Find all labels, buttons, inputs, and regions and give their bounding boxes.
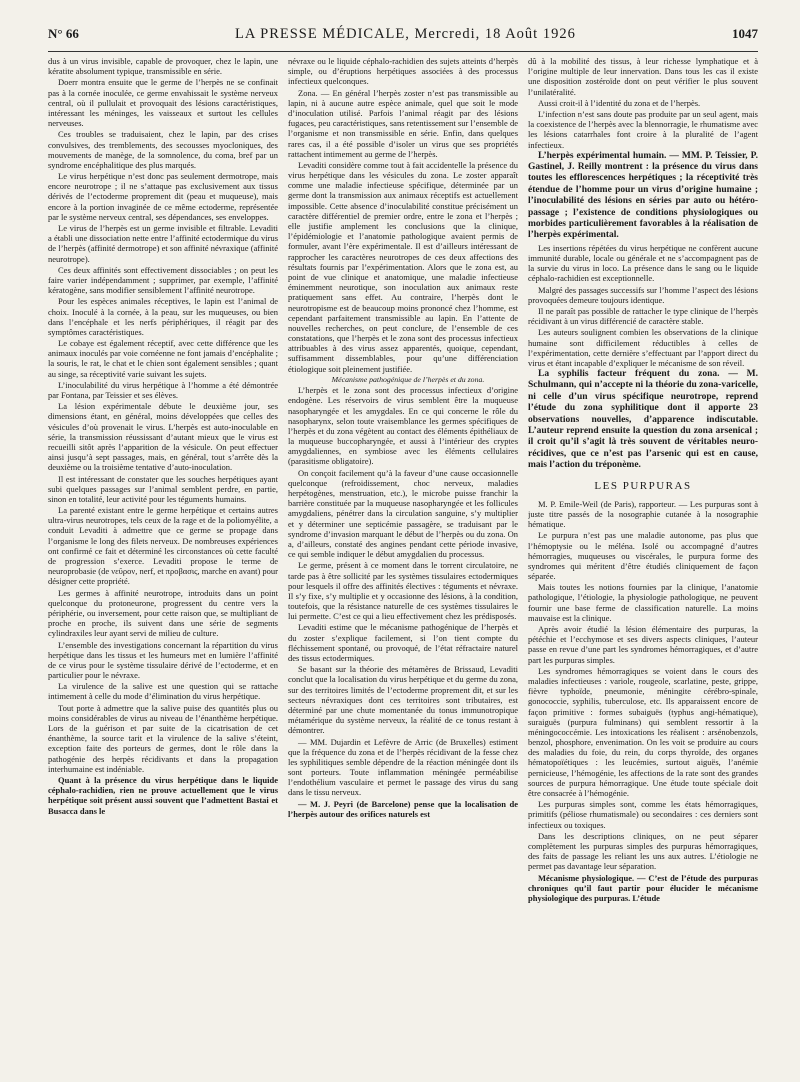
paragraph: dû à la mobilité des tissus, à leur richesse lymphatique et à l’origine multiple de leur innervation. Dans tous les cas il existe une disposition zostéroïde dont on peut vérifier le plus souvent l’unilatéralité. xyxy=(528,56,758,97)
paragraph: L’infection n’est sans doute pas produite par un seul agent, mais la coexistence de l’herpès avec la blennorragie, le rhumatisme avec les lésions catarrhales font croire à la pluralité de l’agent infectieux. xyxy=(528,108,758,150)
paragraph: Le cobaye est également réceptif, avec cette différence que les animaux inoculés par voie cornéenne ne font jamais d’encéphalite ; la souris, le rat, le chat et le chien sont également sensibles ; quant au singe, sa réceptivité varie suivant les sujets. xyxy=(48,338,278,379)
paragraph: Dans les descriptions cliniques, on ne peut séparer complètement les purpuras simples des purpuras hémorragiques, des faits de passage les reliant les uns aux autres. L’étiologie ne permet pas davantage leur séparation. xyxy=(528,830,758,872)
paragraph: Les purpuras simples sont, comme les états hémorragiques, primitifs (péliose rhumatismale) ou secondaires : ces derniers sont infectieux ou toxiques. xyxy=(528,799,758,830)
paragraph: Les syndromes hémorragiques se voient dans le cours des maladies infectieuses : variole, rougeole, scarlatine, peste, grippe, fièvre typhoïde, pneumonie, méningite cérébro-spinale, gonococcie, syphilis, tuberculose, etc. Ils apparaissent encore de façon primitive : formes subaiguës (typhus angi-hématique), suraiguës (purpura fulminans) qui semblent ressortir à la méningococcémie. Les intoxications les réalisent : arsénobenzols, benzol, phosphore, envenimation. On les voit se produire au cours des maladies du foie, du rein, du corps thyroïde, des organes hématopoïétiques : les leucémies, surtout aiguës, l’anémie pernicieuse, l’hémogénie, les affections de la rate sont des grandes sources de purpura hémorragique. Une étude toute spéciale doit être consacrée à l’hémogénie. xyxy=(528,665,758,799)
paragraph: Après avoir étudié la lésion élémentaire des purpuras, la pétéchie et l’ecchymose et ses divers aspects cliniques, l’auteur passe en revue d’une part les syndromes hémorragiques, et d’autre part les purpuras simples. xyxy=(528,624,758,665)
paragraph: Il est intéressant de constater que les souches herpétiques ayant subi quelques passages sur l’animal semblent perdre, en partie, sinon en totalité, leur activité pour les téguments humains. xyxy=(48,473,278,504)
paragraph: La parenté existant entre le germe herpétique et certains autres ultra-virus neurotropes, tels ceux de la rage et de la poliomyélite, a conduit Levaditi à admettre que ce germe se propage dans l’organisme le long des filets nerveux. De nombreuses expériences ont confirmé ce fait et déterminé les circonstances où cette faculté de progression s’exerce. Levaditi propose le terme de neuroprobasie (de νεῦρον, nerf, et προβασις, marche en avant) pour désigner cette propriété. xyxy=(48,505,278,587)
paragraph: Se basant sur la théorie des métamères de Brissaud, Levaditi conclut que la localisation du virus herpétique et du germe du zona, sur des territoires limités de l’ectoderme proprement dit, et sur les secteurs névraxiques dont ces territoires sont tributaires, est déterminé par une chute momentanée du tonus immunotropique métamérique du système nerveux, la réalité de ce tonus restant à démontrer. xyxy=(288,664,518,736)
paragraph: — M. J. Peyri (de Barcelone) pense que la localisation de l’herpès autour des orifices naturels est xyxy=(288,798,518,819)
page-number: 1047 xyxy=(731,26,758,41)
paragraph: Tout porte à admettre que la salive puise des quantités plus ou moins considérables de virus au niveau de l’énanthème herpétique. Lors de la guérison et par suite de la cicatrisation de cet énanthème, la source tarit et la virulence de la salive s’éteint, exception faite des porteurs de germes, dont le rôle dans la pathogénie des herpès récidivants et dans la propagation interhumaine est indéniable. xyxy=(48,702,278,774)
paragraph: — MM. Dujardin et Lefèvre de Arric (de Bruxelles) estiment que la fréquence du zona et de l’herpès récidivant de la fesse chez les syphilitiques semble dépendre de la réaction méningée dont ils sont porteurs. Toute inflammation méningée perméabilise l’endothélium vasculaire et permet le passage des virus du sang dans le tissu nerveux. xyxy=(288,736,518,798)
paragraph: L’inoculabilité du virus herpétique à l’homme a été démontrée par Fontana, par Teissier et ses élèves. xyxy=(48,379,278,400)
issue-number: N° 66 xyxy=(48,26,79,41)
paragraph: M. P. Emile-Weil (de Paris), rapporteur. — Les purpuras sont à juste titre passés de la nosographie cutanée à la nosographie hématique. xyxy=(528,498,758,530)
article-columns xyxy=(48,56,758,1072)
column-2 xyxy=(288,56,518,1072)
section-subtitle: Mécanisme pathogénique de l’herpès et du zona. xyxy=(331,374,485,384)
paragraph: Levaditi estime que le mécanisme pathogénique de l’herpès et du zoster s’explique facilement, si l’on tient compte du fléchissement spontané, ou provoqué, de l’état réfractaire naturel des tissus ectodermiques. xyxy=(288,622,518,664)
paragraph: Le virus herpétique n’est donc pas seulement dermotrope, mais encore neurotrope ; il ne s’attaque pas exclusivement aux tissus dérivés de l’ectoderme proprement dit (peau et muqueuse), mais encore à la portion invaginée de ce même ectoderme, représentée par le système nerveux central, ses dépendances, ses enveloppes. xyxy=(48,171,278,222)
paragraph: Aussi croit-il à l’identité du zona et de l’herpès. xyxy=(538,97,701,108)
journal-title: LA PRESSE MÉDICALE, Mercredi, 18 Août 1926 xyxy=(234,26,576,42)
page-header xyxy=(48,26,758,48)
paragraph: La virulence de la salive est une question qui se rattache intimement à celle du mode d’élimination du virus herpétique. xyxy=(48,681,278,702)
subsection-heading: La syphilis facteur fréquent du zona. — M. Schulmann, qui n’accepte ni la théorie du zona-varicelle, ni celle d’un virus spécifique neurotrope, reprend l’étude du zona syphilitique dont il apporte 23 observations nouvelles, d’apparence indiscutable. L’auteur reprend ensuite la question du zona arsenical ; il croit qu’il s’agit là très souvent de véritables neuro-récidives, que ce n’est pas l’arsenic qui est en cause, mais l’action du tréponème. xyxy=(528,369,758,471)
paragraph: dus à un virus invisible, capable de provoquer, chez le lapin, une kératite absolument typique, transmissible en série. xyxy=(48,56,278,77)
column-1 xyxy=(48,56,278,1072)
paragraph: Les insertions répétées du virus herpétique ne confèrent aucune immunité durable, locale ou générale et ne s’accompagnent pas de la survie du virus in loco. La présence dans le sang ou le liquide céphalo-rachidien est exceptionnelle. xyxy=(528,242,758,284)
column-3 xyxy=(528,56,758,1072)
paragraph: Levaditi considère comme tout à fait accidentelle la présence du virus herpétique dans les vésicules du zona. Le zoster apparaît comme une maladie infectieuse spécifique, déterminée par un germe dont la transmission aux animaux réceptifs est actuellement impossible. Cette absence d’inoculabilité constitue précisément un caractère différentiel de premier ordre, entre le zona et l’herpès ; elle justifie amplement les conclusions que la clinique, l’épidémiologie et l’anatomie pathologique avaient permis de formuler, avant l’ère expérimentale. Il est d’ailleurs intéressant de rapprocher les caractères neurotropes de ces deux affections des résultats fournis par l’expérimentation. Alors que le zona est, au point de vue clinique et anatomique, une maladie infectieuse éminemment neurotique, son inoculation aux animaux reste pratiquement sans effet. Au contraire, l’herpès dont le neurotropisme est de beaucoup moins prononcé chez l’homme, est cependant parfaitement transmissible au lapin. En l’attente de nouvelles recherches, on peut conclure, de l’ensemble de ces constatations, que l’herpès et le zona sont des processus infectieux attribuables à des virus assez apparentés, quoique, cependant, suffisamment dissemblables, pour qu’une différenciation étiologique soit pleinement justifiée. xyxy=(288,159,518,374)
paragraph: L’ensemble des investigations concernant la répartition du virus herpétique dans les tissus et les humeurs met en lumière l’affinité de ce virus pour le système tissulaire dérivé de l’ectoderme, et en particulier pour le névraxe. xyxy=(48,639,278,681)
paragraph: Le virus de l’herpès est un germe invisible et filtrable. Levaditi a établi une dissociation nette entre l’affinité ectodermique du virus de l’herpès (affinité dermotrope) et son affinité névraxique (affinité neurotrope). xyxy=(48,223,278,264)
paragraph: L’herpès et le zona sont des processus infectieux d’origine endogène. Les réservoirs de virus semblent être la muqueuse nasopharyngée et les amygdales. En ce qui concerne le rôle du nasopharynx, selon toute vraisemblance les germes spécifiques de l’herpès et du zona végètent au contact des éléments épithéliaux de la muqueuse buccopharyngée, et aussi à l’intérieur des cryptes amygdaliennes, en symbiose avec les éléments cellulaires (parasitisme obligatoire). xyxy=(288,385,518,467)
paragraph: névraxe ou le liquide céphalo-rachidien des sujets atteints d’herpès simple, ou d’éruptions herpétiques associées à des processus infectieux quelconques. xyxy=(288,56,518,87)
paragraph: Doerr montra ensuite que le germe de l’herpès ne se confinait pas à la cornée inoculée, ce germe envahissait le système nerveux central, où il pullulait et provoquait des lésions caractéristiques, intéressant les méninges, les vaisseaux et surtout les cellules nerveuses. xyxy=(48,77,278,129)
paragraph: Pour les espèces animales réceptives, le lapin est l’animal de choix. Inoculé à la cornée, à la peau, sur les muqueuses, ou bien dans l’encéphale et les nerfs périphériques, il réagit par des symptômes caractéristiques. xyxy=(48,296,278,337)
paragraph: Zona. — En général l’herpès zoster n’est pas transmissible au lapin, ni à aucune autre espèce animale, quel que soit le mode d’inoculation utilisé. Parfois l’animal réagit par des lésions fugaces, peu caractéristiques, sans retentissement sur l’ensemble de l’organisme et non transmissible en série. Enfin, dans quelques rares cas, il a été possible d’isoler un virus que ses propriétés rattachent intimement au germe de l’herpès. xyxy=(288,87,518,159)
header-rule xyxy=(48,51,758,52)
paragraph: Mécanisme physiologique. — C’est de l’étude des purpuras chroniques qu’il faut partir pour élucider le mécanisme physiologique des purpuras. L’étude xyxy=(528,872,758,903)
paragraph: Mais toutes les notions fournies par la clinique, l’anatomie pathologique, l’étiologie, la physiologie pathologique, ne peuvent fournir une base ferme de classification naturelle. La moins mauvaise est la clinique. xyxy=(528,582,758,623)
paragraph: Ces troubles se traduisaient, chez le lapin, par des crises convulsives, des tremblements, des secousses myocloniques, des mouvements de manège, de la somnolence, du coma, bref par un syndrome encéphalitique des plus marqués. xyxy=(48,129,278,170)
paragraph: La lésion expérimentale débute le deuxième jour, ses dimensions étant, en général, moins développées que celles des vésicules d’où provenait le virus. L’herpès est auto-inoculable en série, la transmission réussissant d’autant mieux que le virus est recueilli sitôt après l’apparition de la vésicule. On peut effectuer ainsi jusqu’à sept passages, mais, en général, tout s’arrête dès la deuxième ou la troisième tentative d’auto-inoculation. xyxy=(48,401,278,473)
paragraph: Il ne paraît pas possible de rattacher le type clinique de l’herpès récidivant à un virus différencié de caractère stable. xyxy=(528,305,758,327)
paragraph: Le purpura n’est pas une maladie autonome, pas plus que l’hémoptysie ou le méléna. Isolé ou accompagné d’autres hémorragies, muqueuses ou viscérales, le purpura forme des syndromes qui méritent d’être étudiés cliniquement de façon séparée. xyxy=(528,530,758,582)
paragraph: Malgré des passages successifs sur l’homme l’aspect des lésions provoquées demeure toujours identique. xyxy=(528,284,758,305)
paragraph: Quant à la présence du virus herpétique dans le liquide céphalo-rachidien, rien ne prouve actuellement que le virus herpétique soit présent aussi souvent que l’admettent Bastai et Busacca dans le xyxy=(48,774,278,816)
paragraph: On conçoit facilement qu’à la faveur d’une cause occasionnelle quelconque (refroidissement, choc nerveux, maladies herpétogènes, menstruation, etc.), le microbe puisse franchir la barrière constituée par la muqueuse nasopharyngée et les follicules amygdaliens, pénétrer dans la circulation sanguine, s’y multiplier et y déterminer une septicémie passagère, se traduisant par le syndrome d’invasion marquant le début de l’herpès ou du zona. On a, d’ailleurs, constaté des angines pendant cette période invasive, ce qui semble indiquer le début amygdalien du processus. xyxy=(288,467,518,560)
section-title: LES PURPURAS xyxy=(594,479,692,492)
paragraph: Les germes à affinité neurotrope, introduits dans un point quelconque du protoneurone, progressent du centre vers la périphérie, ou inversement, pour cette raison que, se multipliant de proche en proche, ils suivent dans une série de segments cylindraxiles leur ayant servi de milieu de culture. xyxy=(48,587,278,639)
paragraph: Les auteurs soulignent combien les observations de la clinique humaine sont difficilement réductibles à celles de l’expérimentation, cette dernière s’effectuant par l’apport direct du virus et étant incapable d’expliquer le mécanisme de son réveil. xyxy=(528,327,758,368)
paragraph: Ces deux affinités sont effectivement dissociables ; on peut les faire varier indépendamment ; supprimer, par exemple, l’affinité kératogène, sans modifier sensiblement l’affinité neurotrope. xyxy=(48,264,278,296)
paragraph: Le germe, présent à ce moment dans le torrent circulatoire, ne tarde pas à être sollicité par les systèmes tissulaires ectodermiques pour lesquels il offre des affinités électives : téguments et névraxe. Il s’y fixe, s’y multiplie et y occasionne des lésions, à la condition, toutefois, que la résistance naturelle de ces systèmes tissulaires le lui permette. C’est ce qui a lieu effectivement chez les prédisposés. xyxy=(288,560,518,622)
subsection-heading: L’herpès expérimental humain. — MM. P. Teissier, P. Gastinel, J. Reilly montrent : la présence du virus dans toutes les efflorescences herpétiques ; la réceptivité très étendue de l’homme pour un virus d’origine humaine ; l’inoculabilité des lésions en séries par auto ou hétéro-passage ; l’existence de conditions physiologiques ou morbides particulièrement favorables à la réalisation de l’herpès expérimental. xyxy=(528,150,758,241)
